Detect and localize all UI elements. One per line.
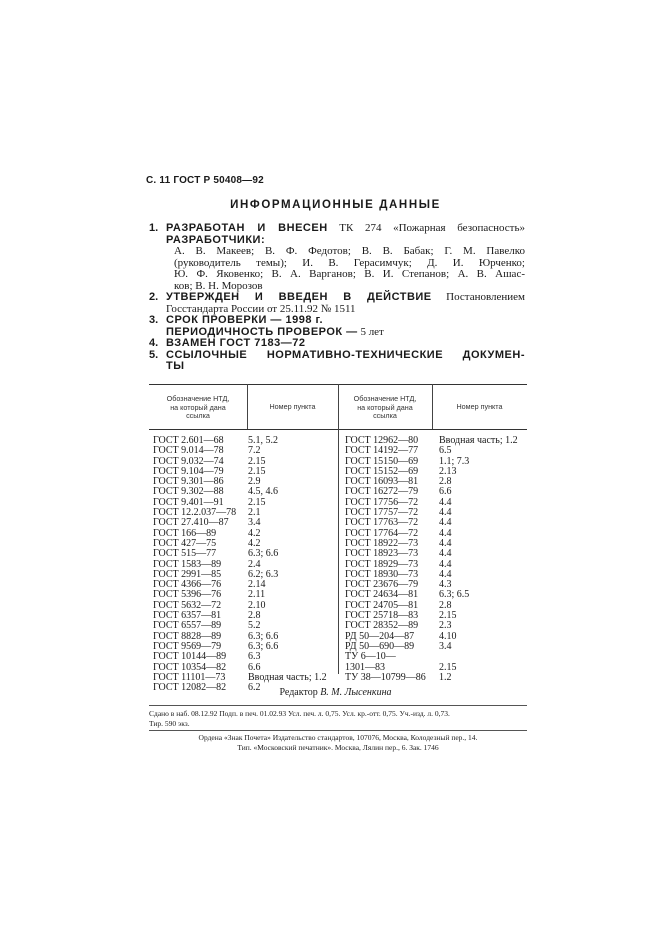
- table-cell-designation: ГОСТ 18930—73: [345, 568, 419, 580]
- print-line: Тир. 590 экз.: [149, 718, 190, 728]
- table-cell-clause: 4.10: [439, 630, 457, 642]
- table-cell-clause: 1.2: [439, 671, 452, 683]
- section-text: ТК 274 «Пожарная безопасность»: [339, 222, 525, 234]
- table-cell-clause: 2.13: [439, 465, 457, 477]
- section-heading: УТВЕРЖДЕН И ВВЕДЕН В ДЕЙСТВИЕ: [166, 291, 432, 303]
- table-cell-designation: ГОСТ 5632—72: [153, 599, 222, 611]
- column-header-clause: Номер пункта: [269, 402, 316, 411]
- table-cell-designation: ГОСТ 10144—89: [153, 651, 227, 663]
- table-center-divider: [338, 384, 339, 674]
- section-heading: ВЗАМЕН ГОСТ 7183—72: [166, 337, 306, 349]
- section-heading-line: [166, 292, 525, 304]
- imprint-rule: [149, 730, 527, 731]
- table-cell-designation: ГОСТ 12082—82: [153, 682, 227, 694]
- table-cell-designation: ГОСТ 23676—79: [345, 579, 419, 591]
- section-number: 1.: [149, 222, 159, 234]
- table-cell-designation: ГОСТ 9.301—86: [153, 476, 224, 488]
- table-cell-designation: ГОСТ 25718—83: [345, 610, 419, 622]
- table-cell-clause: 5.1, 5.2: [248, 435, 278, 446]
- table-cell-clause: 2.15: [439, 610, 457, 622]
- section-replaces: [149, 338, 525, 350]
- table-cell-designation: ГОСТ 24705—81: [345, 599, 419, 611]
- table-cell-designation: ГОСТ 9.032—74: [153, 455, 224, 467]
- table-cell-designation: ТУ 6—10—: [345, 651, 396, 663]
- table-cell-clause: 3.4: [439, 640, 452, 652]
- right-clause-column: [439, 436, 518, 683]
- section-references: [149, 350, 525, 373]
- table-cell-clause: 6.6: [248, 661, 261, 673]
- column-header-clause: Номер пункта: [456, 402, 503, 411]
- table-cell-clause: 4.4: [439, 527, 452, 539]
- table-cell-designation: ГОСТ 17756—72: [345, 496, 419, 508]
- table-cell-designation: ГОСТ 9569—79: [153, 640, 222, 652]
- table-cell-designation: ГОСТ 10354—82: [153, 661, 227, 673]
- table-cell-designation: ГОСТ 9.302—88: [153, 486, 224, 498]
- table-cell-clause: 4.4: [439, 517, 452, 529]
- developers-line: А. В. Макеев; В. Ф. Федотов; В. В. Бабак; Г. М. Павелко: [174, 245, 525, 257]
- section-subheading: ПЕРИОДИЧНОСТЬ ПРОВЕРОК —: [166, 325, 358, 338]
- table-cell-clause: 6.3; 6.5: [439, 589, 470, 601]
- table-cell-clause: 4.4: [439, 537, 452, 549]
- table-cell-clause: 4.2: [248, 527, 261, 539]
- table-cell-designation: ГОСТ 15152—69: [345, 465, 419, 477]
- table-cell-designation: ГОСТ 17757—72: [345, 507, 419, 519]
- table-cell-clause: 2.3: [439, 620, 452, 632]
- print-info: [149, 709, 527, 728]
- table-cell-clause: Вводная часть; 1.2: [439, 435, 518, 446]
- header-line: на который дана: [170, 402, 226, 412]
- info-sections: [149, 223, 525, 373]
- table-cell-designation: РД 50—204—87: [345, 630, 415, 642]
- table-cell-designation: ГОСТ 515—77: [153, 548, 217, 560]
- table-cell-clause: 1.1; 7.3: [439, 455, 470, 467]
- page-header: С. 11 ГОСТ Р 50408—92: [146, 175, 264, 186]
- table-cell-clause: 4.4: [439, 496, 452, 508]
- editor-label: Редактор: [279, 687, 318, 698]
- table-cell-designation: РД 50—690—89: [345, 640, 415, 652]
- table-cell-clause: 3.4: [248, 517, 261, 529]
- table-cell-clause: 2.8: [439, 476, 452, 488]
- table-cell-designation: ГОСТ 9.401—91: [153, 496, 224, 508]
- table-cell-clause: 2.15: [248, 496, 266, 508]
- header-line: на который дана: [357, 402, 413, 412]
- table-cell-designation: ГОСТ 27.410—87: [153, 517, 229, 529]
- table-cell-clause: 4.3: [439, 579, 452, 591]
- table-cell-designation: ГОСТ 12962—80: [345, 435, 419, 446]
- section-body: [166, 223, 525, 292]
- section-review-date: [149, 315, 525, 338]
- table-cell-clause: 2.11: [248, 589, 266, 601]
- editor-name: В. М. Лысенкина: [320, 687, 392, 698]
- table-cell-designation: ТУ 38—10799—86: [345, 671, 426, 683]
- section-body: [166, 338, 525, 350]
- table-cell-designation: ГОСТ 16093—81: [345, 476, 419, 488]
- section-number: 5.: [149, 348, 159, 361]
- table-cell-clause: 7.2: [248, 445, 261, 457]
- table-cell-designation: ГОСТ 166—89: [153, 527, 217, 539]
- section-text: 5 лет: [360, 325, 384, 338]
- table-cell-clause: Вводная часть; 1.2: [248, 671, 327, 683]
- publisher-line: Тип. «Московский печатник». Москва, Лялин пер., 6. Зак. 1746: [237, 742, 439, 752]
- table-cell-designation: ГОСТ 4366—76: [153, 579, 222, 591]
- table-cell-clause: 5.2: [248, 620, 261, 632]
- left-designation-column: [153, 436, 236, 693]
- header-line: Обозначение НТД,: [353, 394, 417, 403]
- table-cell-designation: ГОСТ 8828—89: [153, 630, 222, 642]
- section-body: [166, 292, 525, 315]
- table-cell-clause: 6.5: [439, 445, 452, 457]
- table-cell-clause: 2.8: [439, 599, 452, 611]
- table-cell-designation: ГОСТ 28352—89: [345, 620, 419, 632]
- table-cell-designation: ГОСТ 24634—81: [345, 589, 419, 601]
- table-cell-designation: ГОСТ 12.2.037—78: [153, 507, 237, 519]
- table-cell-designation: ГОСТ 17764—72: [345, 527, 419, 539]
- table-cell-clause: 4.2: [248, 537, 261, 549]
- developers-heading: РАЗРАБОТЧИКИ:: [166, 233, 266, 246]
- developers-line: Ю. Ф. Яковенко; В. А. Варганов; В. И. Степанов; А. В. Ашас-: [174, 268, 525, 280]
- table-cell-clause: 6.2: [248, 682, 261, 694]
- section-number: 2.: [149, 291, 159, 303]
- table-cell-clause: 4.4: [439, 548, 452, 560]
- developers-line: ков; В. Н. Морозов: [174, 279, 263, 292]
- table-cell-designation: ГОСТ 9.104—79: [153, 465, 224, 477]
- table-cell-clause: 6.3; 6.6: [248, 548, 279, 560]
- left-clause-column: [248, 436, 327, 693]
- table-cell-clause: 2.8: [248, 610, 261, 622]
- header-line: Обозначение НТД,: [166, 394, 230, 403]
- table-cell-clause: 4.4: [439, 507, 452, 519]
- table-cell-clause: 2.15: [248, 465, 266, 477]
- editor-credit: [146, 687, 525, 698]
- table-cell-clause: 6.3; 6.6: [248, 640, 279, 652]
- table-cell-clause: 6.3; 6.6: [248, 630, 279, 642]
- table-cell-clause: 4.4: [439, 568, 452, 580]
- developers-line: (руководитель темы); И. В. Герасимчук; Д. И. Юрченко;: [174, 256, 525, 269]
- table-cell-clause: 2.9: [248, 476, 261, 488]
- section-heading-line: [166, 223, 525, 235]
- developers-list: [174, 246, 525, 292]
- header-line: ссылка: [186, 411, 210, 420]
- table-cell-designation: 1301—83: [345, 661, 385, 673]
- table-cell-designation: ГОСТ 6557—89: [153, 620, 222, 632]
- table-cell-designation: ГОСТ 2.601—68: [153, 435, 224, 446]
- table-cell-designation: ГОСТ 427—75: [153, 537, 217, 549]
- section-heading: СРОК ПРОВЕРКИ — 1998 г.: [166, 314, 324, 326]
- table-cell-clause: 2.15: [248, 455, 266, 467]
- table-cell-clause: 6.2; 6.3: [248, 568, 279, 580]
- table-cell-clause: 2.10: [248, 599, 266, 611]
- table-cell-designation: ГОСТ 2991—85: [153, 568, 222, 580]
- table-cell-designation: ГОСТ 11101—73: [153, 671, 226, 683]
- imprint-rule: [149, 705, 527, 706]
- section-heading: ТЫ: [166, 360, 185, 372]
- table-cell-designation: ГОСТ 18929—73: [345, 558, 419, 570]
- table-cell-designation: ГОСТ 18922—73: [345, 537, 419, 549]
- publisher-info: [149, 733, 527, 752]
- section-text: Постановлением: [446, 291, 526, 303]
- table-cell-clause: 6.6: [439, 486, 452, 498]
- section-number: 3.: [149, 314, 159, 326]
- table-cell-designation: ГОСТ 1583—89: [153, 558, 222, 570]
- section-number: 4.: [149, 337, 159, 349]
- publisher-line: Ордена «Знак Почета» Издательство стандартов, 107076, Москва, Колодезный пер., 14.: [198, 733, 478, 742]
- section-approved: [149, 292, 525, 315]
- right-designation-column: [345, 436, 426, 683]
- column-header-designation: [338, 395, 432, 421]
- section-developed: [149, 223, 525, 292]
- section-body: [166, 350, 525, 373]
- table-cell-designation: ГОСТ 18923—73: [345, 548, 419, 560]
- page-title: ИНФОРМАЦИОННЫЕ ДАННЫЕ: [230, 199, 441, 211]
- table-cell-designation: ГОСТ 5396—76: [153, 589, 222, 601]
- table-cell-clause: 6.3: [248, 651, 261, 663]
- table-cell-clause: 4.4: [439, 558, 452, 570]
- print-line: Сдано в наб. 08.12.92 Подп. в печ. 01.02.93 Усл. печ. л. 0,75. Усл. кр.-отт. 0,75. Уч.-изд. л. 0,73.: [149, 709, 450, 718]
- section-text: Госстандарта России от 25.11.92 № 1511: [166, 302, 356, 315]
- table-cell-designation: ГОСТ 15150—69: [345, 455, 419, 467]
- table-cell-clause: 2.15: [439, 661, 457, 673]
- table-cell-designation: ГОСТ 14192—77: [345, 445, 419, 457]
- table-cell-clause: [439, 652, 518, 662]
- table-cell-designation: ГОСТ 16272—79: [345, 486, 419, 498]
- section-heading: ССЫЛОЧНЫЕ НОРМАТИВНО-ТЕХНИЧЕСКИЕ ДОКУМЕН-: [166, 348, 525, 361]
- table-cell-designation: ГОСТ 6357—81: [153, 610, 222, 622]
- table-cell-clause: 2.14: [248, 579, 266, 591]
- table-cell-designation: ГОСТ 9.014—78: [153, 445, 224, 457]
- table-cell-clause: 2.4: [248, 558, 261, 570]
- header-line: ссылка: [373, 411, 397, 420]
- table-cell-clause: 4.5, 4.6: [248, 486, 278, 498]
- table-cell-designation: ГОСТ 17763—72: [345, 517, 419, 529]
- column-header-designation: [149, 395, 247, 421]
- section-body: [166, 315, 525, 338]
- section-heading: РАЗРАБОТАН И ВНЕСЕН: [166, 222, 328, 234]
- table-cell-clause: 2.1: [248, 507, 261, 519]
